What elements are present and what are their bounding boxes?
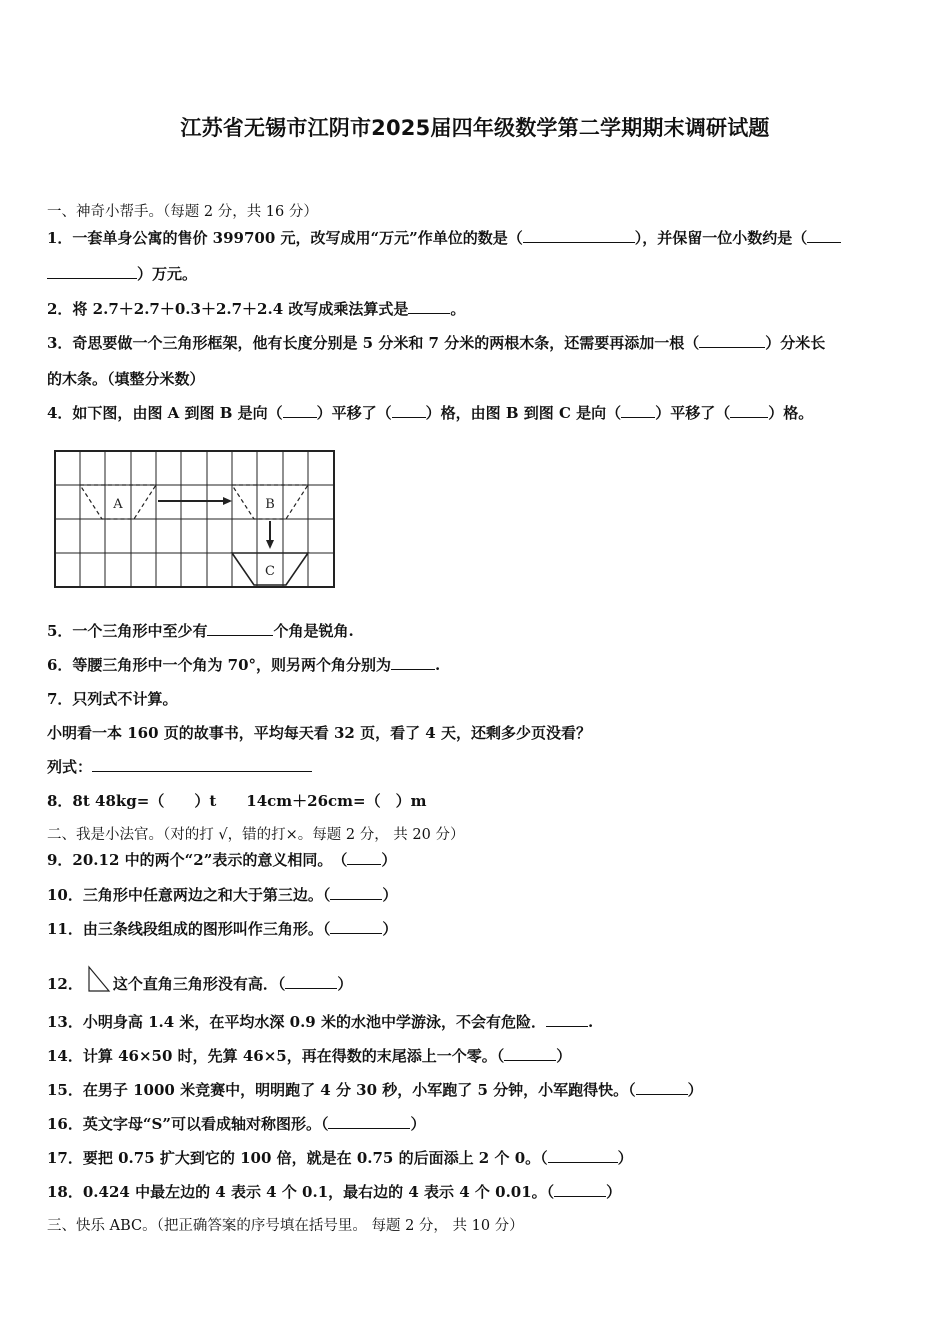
answer-blank[interactable] — [47, 264, 137, 279]
answer-blank[interactable] — [207, 621, 273, 636]
right-triangle-icon — [87, 965, 111, 993]
answer-blank[interactable] — [699, 333, 765, 348]
answer-blank[interactable] — [391, 655, 435, 670]
grid-lines — [55, 451, 334, 587]
answer-blank[interactable] — [730, 403, 768, 418]
question-15-text-b: ） — [687, 1081, 703, 1099]
answer-blank[interactable] — [807, 228, 841, 243]
answer-blank[interactable] — [330, 919, 382, 934]
question-15-text-a: 15．在男子 1000 米竞赛中，明明跑了 4 分 30 秒，小军跑了 5 分钟，小军跑得快。（ — [47, 1081, 636, 1099]
answer-blank[interactable] — [92, 757, 312, 772]
answer-blank[interactable] — [546, 1012, 588, 1027]
answer-blank[interactable] — [636, 1080, 688, 1095]
section-1-header: 一、神奇小帮手。（每题 2 分，共 16 分） — [47, 204, 318, 220]
answer-blank[interactable] — [330, 885, 382, 900]
question-18-text-b: ） — [606, 1183, 622, 1201]
question-11-text-b: ） — [382, 920, 398, 938]
question-4-t2: ）平移了（ — [316, 404, 392, 422]
section-3-header: 三、快乐 ABC。（把正确答案的序号填在括号里。 每题 2 分， 共 10 分） — [47, 1218, 524, 1234]
question-1-cont — [47, 264, 907, 284]
question-1-text-c: ）万元。 — [137, 265, 198, 283]
question-16 — [47, 1114, 907, 1134]
question-1-text-a: 1．一套单身公寓的售价 399700 元，改写成用“万元”作单位的数是（ — [47, 229, 523, 247]
label-a: A — [113, 497, 123, 512]
question-7-answer — [47, 757, 907, 777]
answer-blank[interactable] — [504, 1046, 556, 1061]
question-6-text-a: 6．等腰三角形中一个角为 70°，则另两个角分别为 — [47, 656, 392, 674]
question-14-text-a: 14．计算 46×50 时，先算 46×5，再在得数的末尾添上一个零。（ — [47, 1047, 505, 1065]
question-18-text-a: 18．0.424 中最左边的 4 表示 4 个 0.1，最右边的 4 表示 4 个 0.01。（ — [47, 1183, 555, 1201]
question-10-text-b: ） — [382, 886, 398, 904]
question-2-text-a: 2．将 2.7＋2.7＋0.3＋2.7＋2.4 改写成乘法算式是 — [47, 300, 409, 318]
question-5-text-a: 5．一个三角形中至少有 — [47, 622, 208, 640]
question-4-t4: ）平移了（ — [655, 404, 731, 422]
question-1 — [47, 228, 907, 248]
question-13-text-b: . — [587, 1013, 594, 1031]
question-2-text-b: 。 — [450, 300, 466, 318]
answer-blank[interactable] — [392, 403, 426, 418]
answer-blank[interactable] — [408, 299, 450, 314]
question-16-text-a: 16．英文字母“S”可以看成轴对称图形。（ — [47, 1115, 329, 1133]
question-16-text-b: ） — [410, 1115, 426, 1133]
question-12-text-a: 这个直角三角形没有高．（ — [112, 975, 286, 993]
question-4-t1: 4．如下图，由图 A 到图 B 是向（ — [47, 404, 283, 422]
question-7-header: 7．只列式不计算。 — [47, 690, 178, 708]
label-c: C — [265, 564, 275, 579]
section-2-header: 二、我是小法官。（对的打 √，错的打×。每题 2 分， 共 20 分） — [47, 827, 465, 843]
arrow-b-to-c-head — [266, 540, 274, 549]
question-13-text-a: 13．小明身高 1.4 米，在平均水深 0.9 米的水池中学游泳，不会有危险． — [47, 1013, 546, 1031]
translation-grid-figure — [54, 449, 336, 589]
question-11 — [47, 919, 907, 939]
arrow-a-to-b-head — [223, 497, 232, 505]
page-title: 江苏省无锡市江阴市2025届四年级数学第二学期期末调研试题 — [180, 116, 770, 140]
question-4-t3: ）格，由图 B 到图 C 是向（ — [425, 404, 622, 422]
answer-blank[interactable] — [328, 1114, 410, 1129]
question-17-text-a: 17．要把 0.75 扩大到它的 100 倍，就是在 0.75 的后面添上 2 个 0。（ — [47, 1149, 548, 1167]
answer-blank[interactable] — [523, 228, 635, 243]
answer-blank[interactable] — [621, 403, 655, 418]
question-13 — [47, 1012, 907, 1032]
question-14-text-b: ） — [556, 1047, 572, 1065]
question-8: 8．8t 48kg=（ ）t 14cm＋26cm=（ ）m — [47, 792, 427, 810]
answer-blank[interactable] — [554, 1182, 606, 1197]
question-14 — [47, 1046, 907, 1066]
question-2 — [47, 299, 907, 319]
question-12-number: 12． — [47, 975, 83, 993]
question-9-text-a: 9．20.12 中的两个“2”表示的意义相同。 （ — [47, 851, 348, 869]
question-6 — [47, 655, 907, 675]
label-b: B — [265, 497, 275, 512]
question-4 — [47, 403, 907, 423]
question-3 — [47, 333, 907, 353]
question-17 — [47, 1148, 907, 1168]
question-7-answer-label: 列式： — [47, 758, 93, 776]
question-3-cont: 的木条。（填整分米数） — [47, 370, 205, 388]
question-11-text-a: 11．由三条线段组成的图形叫作三角形。（ — [47, 920, 331, 938]
question-1-text-b: ），并保留一位小数约是（ — [634, 229, 808, 247]
question-12 — [47, 965, 907, 994]
question-4-t5: ）格。 — [768, 404, 814, 422]
question-12-text-b: ） — [337, 975, 353, 993]
question-10 — [47, 885, 907, 905]
question-7-body: 小明看一本 160 页的故事书，平均每天看 32 页，看了 4 天，还剩多少页没看？ — [47, 724, 591, 742]
question-9 — [47, 850, 907, 870]
question-5-text-b: 个角是锐角. — [273, 622, 354, 640]
question-15 — [47, 1080, 907, 1100]
question-5 — [47, 621, 907, 641]
answer-blank[interactable] — [283, 403, 317, 418]
answer-blank[interactable] — [285, 974, 337, 989]
question-18 — [47, 1182, 907, 1202]
answer-blank[interactable] — [347, 850, 381, 865]
question-9-text-b: ） — [381, 851, 397, 869]
question-6-text-b: . — [435, 656, 441, 674]
question-10-text-a: 10．三角形中任意两边之和大于第三边。（ — [47, 886, 331, 904]
question-17-text-b: ） — [617, 1149, 633, 1167]
answer-blank[interactable] — [548, 1148, 618, 1163]
question-3-text-a: 3．奇思要做一个三角形框架，他有长度分别是 5 分米和 7 分米的两根木条，还需要再添加一根（ — [47, 334, 700, 352]
question-3-text-b: ）分米长 — [765, 334, 826, 352]
